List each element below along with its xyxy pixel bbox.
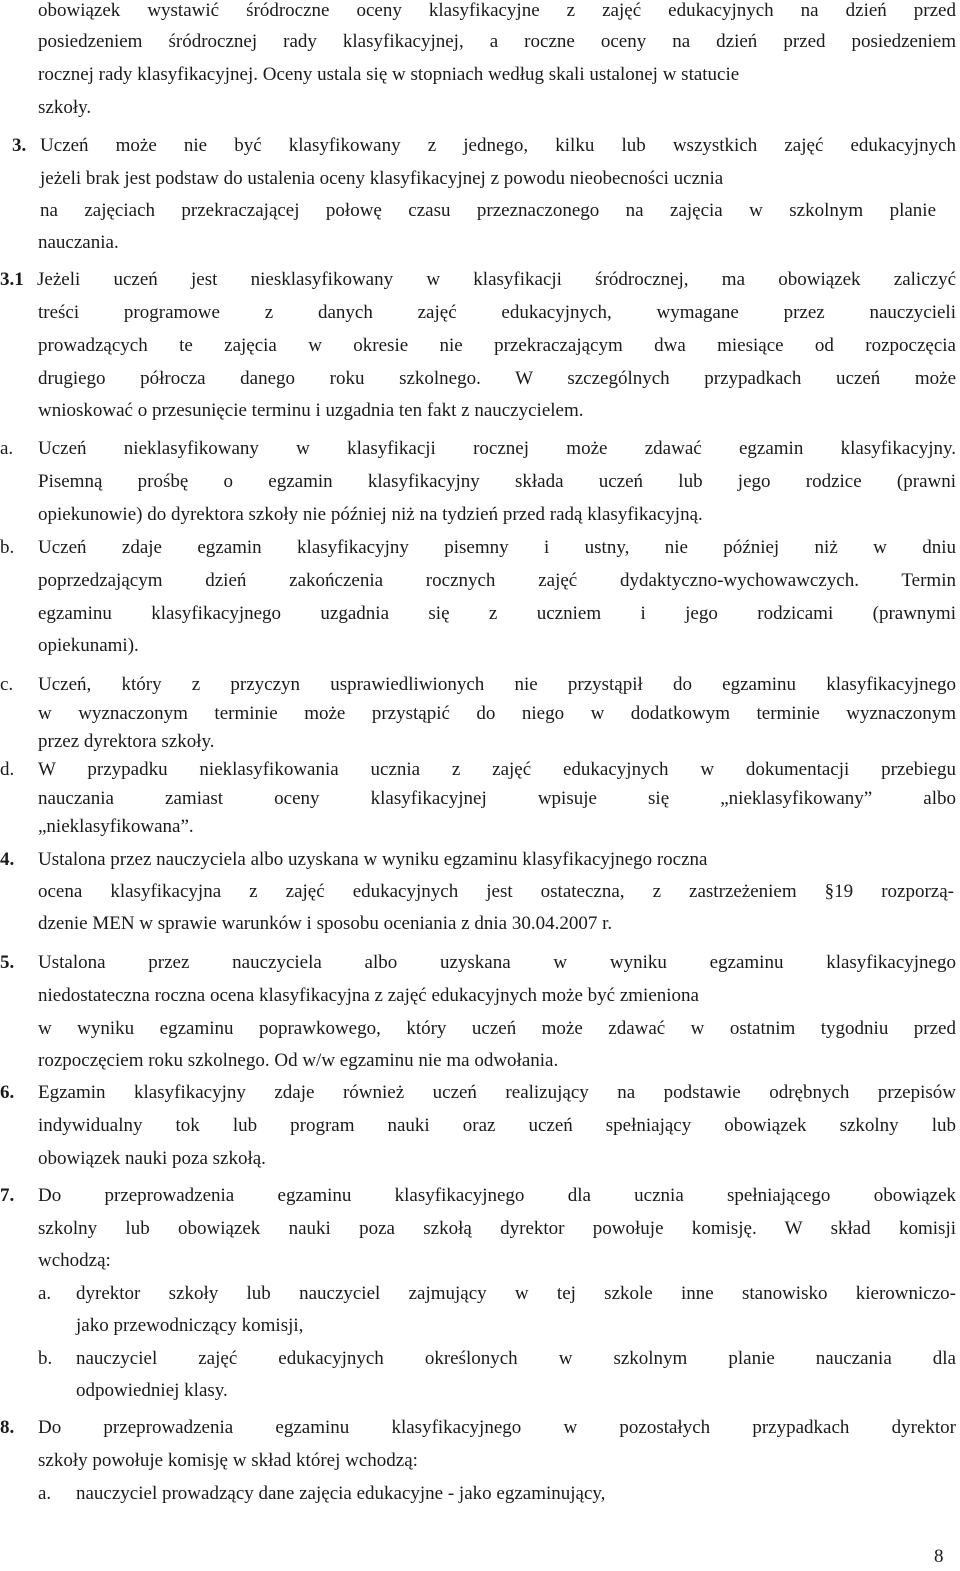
text-line: nauczyciel prowadzący dane zajęcia edukacyjne - jako egzaminujący,	[76, 1483, 606, 1504]
text-line: obowiązek wystawić śródroczne oceny klasyfikacyjne z zajęć edukacyjnych na dzień przed	[38, 0, 956, 21]
text-line: wchodzą:	[38, 1250, 111, 1271]
paragraph-marker: 4.	[0, 849, 15, 870]
paragraph-marker: 7.	[0, 1185, 15, 1206]
text-line: rocznej rady klasyfikacyjnej. Oceny ustala się w stopniach według skali ustalonej w statucie	[38, 64, 740, 85]
paragraph-marker: 3.	[12, 135, 27, 156]
text-line: drugiego półrocza danego roku szkolnego. W szczególnych przypadkach uczeń może	[38, 368, 956, 389]
text-line: Do przeprowadzenia egzaminu klasyfikacyjnego dla ucznia spełniającego obowiązek	[38, 1185, 956, 1206]
text-line: treści programowe z danych zajęć edukacyjnych, wymagane przez nauczycieli	[38, 302, 956, 323]
paragraph-marker: 6.	[0, 1082, 15, 1103]
text-line: opiekunowie) do dyrektora szkoły nie później niż na tydzień przed radą klasyfikacyjną.	[38, 504, 703, 525]
text-line: Uczeń zdaje egzamin klasyfikacyjny pisemny i ustny, nie później niż w dniu	[38, 537, 956, 558]
paragraph-marker: a.	[38, 1483, 52, 1504]
text-line: Jeżeli uczeń jest niesklasyfikowany w klasyfikacji śródrocznej, ma obowiązek zaliczyć	[37, 269, 956, 290]
text-line: niedostateczna roczna ocena klasyfikacyjna z zajęć edukacyjnych może być zmieniona	[38, 985, 699, 1006]
text-line: prowadzących te zajęcia w okresie nie przekraczającym dwa miesiące od rozpoczęcia	[38, 335, 956, 356]
text-line: Do przeprowadzenia egzaminu klasyfikacyjnego w pozostałych przypadkach dyrektor	[38, 1417, 956, 1438]
text-line: ocena klasyfikacyjna z zajęć edukacyjnych jest ostateczna, z zastrzeżeniem §19 rozporzą-	[38, 881, 954, 902]
text-line: „nieklasyfikowana”.	[38, 816, 194, 837]
text-line: jako przewodniczący komisji,	[76, 1315, 304, 1336]
text-line: Ustalona przez nauczyciela albo uzyskana w wyniku egzaminu klasyfikacyjnego roczna	[38, 849, 708, 870]
text-line: egzaminu klasyfikacyjnego uzgadnia się z uczniem i jego rodzicami (prawnymi	[38, 603, 956, 624]
text-line: Egzamin klasyfikacyjny zdaje również uczeń realizujący na podstawie odrębnych przepisów	[38, 1082, 956, 1103]
text-line: W przypadku nieklasyfikowania ucznia z zajęć edukacyjnych w dokumentacji przebiegu	[38, 759, 956, 780]
text-line: Uczeń, który z przyczyn usprawiedliwionych nie przystąpił do egzaminu klasyfikacyjnego	[38, 674, 956, 695]
paragraph-marker: 5.	[0, 952, 15, 973]
text-line: szkolny lub obowiązek nauki poza szkołą dyrektor powołuje komisję. W skład komisji	[38, 1218, 956, 1239]
text-line: indywidualny tok lub program nauki oraz uczeń spełniający obowiązek szkolny lub	[38, 1115, 956, 1136]
text-line: Pisemną prośbę o egzamin klasyfikacyjny składa uczeń lub jego rodzice (prawni	[38, 471, 956, 492]
paragraph-marker: b.	[38, 1348, 53, 1369]
text-line: Uczeń może nie być klasyfikowany z jednego, kilku lub wszystkich zajęć edukacyjnych	[40, 135, 956, 156]
paragraph-marker: 8.	[0, 1417, 15, 1438]
paragraph-marker: b.	[0, 537, 15, 558]
text-line: szkoły.	[38, 97, 92, 118]
text-line: Ustalona przez nauczyciela albo uzyskana w wyniku egzaminu klasyfikacyjnego	[38, 952, 956, 973]
paragraph-marker: 3.1	[0, 269, 24, 290]
page-number: 8	[934, 1546, 944, 1567]
text-line: posiedzeniem śródrocznej rady klasyfikacyjnej, a roczne oceny na dzień przed posiedzeniem	[38, 31, 956, 52]
text-line: opiekunami).	[38, 635, 139, 656]
text-line: obowiązek nauki poza szkołą.	[38, 1148, 266, 1169]
text-line: na zajęciach przekraczającej połowę czasu przeznaczonego na zajęcia w szkolnym planie	[40, 200, 936, 221]
text-line: nauczyciel zajęć edukacyjnych określonych w szkolnym planie nauczania dla	[76, 1348, 956, 1369]
text-line: dyrektor szkoły lub nauczyciel zajmujący w tej szkole inne stanowisko kierowniczo-	[76, 1283, 956, 1304]
text-line: poprzedzającym dzień zakończenia rocznych zajęć dydaktyczno-wychowawczych. Termin	[38, 570, 956, 591]
text-line: w wyniku egzaminu poprawkowego, który uczeń może zdawać w ostatnim tygodniu przed	[38, 1018, 956, 1039]
text-line: szkoły powołuje komisję w skład której wchodzą:	[38, 1450, 418, 1471]
paragraph-marker: c.	[0, 674, 14, 695]
text-line: odpowiedniej klasy.	[76, 1380, 228, 1401]
text-line: jeżeli brak jest podstaw do ustalenia oceny klasyfikacyjnej z powodu nieobecności ucznia	[40, 168, 724, 189]
text-line: w wyznaczonym terminie może przystąpić do niego w dodatkowym terminie wyznaczonym	[38, 703, 956, 724]
paragraph-marker: a.	[0, 438, 14, 459]
text-line: rozpoczęciem roku szkolnego. Od w/w egzaminu nie ma odwołania.	[38, 1050, 559, 1071]
text-line: nauczania zamiast oceny klasyfikacyjnej wpisuje się „nieklasyfikowany” albo	[38, 788, 956, 809]
text-line: nauczania.	[38, 232, 119, 253]
text-line: dzenie MEN w sprawie warunków i sposobu oceniania z dnia 30.04.2007 r.	[38, 913, 613, 934]
paragraph-marker: d.	[0, 759, 15, 780]
text-line: Uczeń nieklasyfikowany w klasyfikacji rocznej może zdawać egzamin klasyfikacyjny.	[38, 438, 956, 459]
text-line: wnioskować o przesunięcie terminu i uzgadnia ten fakt z nauczycielem.	[38, 400, 584, 421]
paragraph-marker: a.	[38, 1283, 52, 1304]
text-line: przez dyrektora szkoły.	[38, 731, 215, 752]
